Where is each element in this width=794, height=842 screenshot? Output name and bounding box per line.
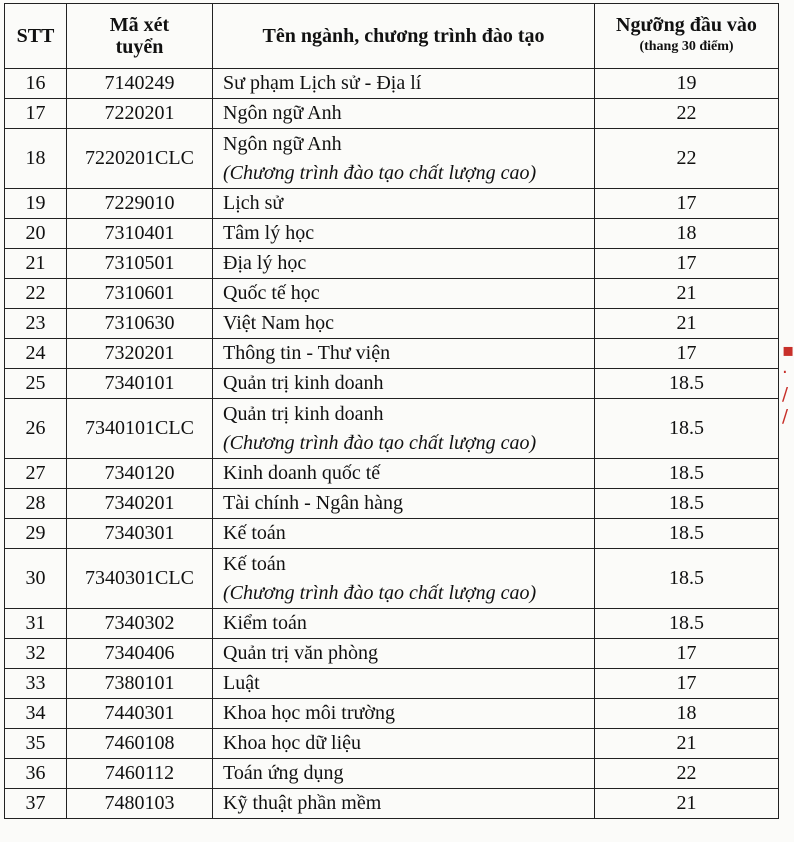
header-threshold-label: Ngưỡng đầu vào [616, 14, 757, 36]
table-row [5, 219, 779, 249]
program-name-text: Quản trị kinh doanh [223, 402, 384, 425]
cell-code: 7380101 [67, 669, 213, 699]
cell-stt: 28 [5, 489, 67, 519]
table-row [5, 279, 779, 309]
cell-program-name [213, 399, 595, 459]
program-name-text: Kế toán [223, 522, 286, 544]
cell-code: 7340301CLC [67, 549, 213, 609]
program-name-text: Kỹ thuật phần mềm [223, 792, 382, 814]
program-name-text: Quản trị kinh doanh [223, 372, 384, 394]
program-name-text: Khoa học dữ liệu [223, 732, 362, 754]
program-name-text: Lịch sử [223, 192, 284, 214]
cell-threshold: 18.5 [595, 609, 779, 639]
cell-code: 7340101CLC [67, 399, 213, 459]
cell-code: 7480103 [67, 789, 213, 819]
cell-stt: 33 [5, 669, 67, 699]
cell-code: 7340302 [67, 609, 213, 639]
cell-threshold: 18 [595, 219, 779, 249]
cell-threshold: 22 [595, 99, 779, 129]
table-row [5, 399, 779, 459]
table-row [5, 699, 779, 729]
cell-stt: 25 [5, 369, 67, 399]
program-name-text: Luật [223, 672, 260, 694]
table-row [5, 729, 779, 759]
table-row [5, 669, 779, 699]
admission-threshold-table-container [4, 3, 779, 819]
cell-code: 7340201 [67, 489, 213, 519]
cell-code: 7310601 [67, 279, 213, 309]
cell-threshold: 18.5 [595, 399, 779, 459]
program-name-text: Tâm lý học [223, 222, 315, 244]
program-name-text: Sư phạm Lịch sử - Địa lí [223, 72, 422, 94]
cell-stt: 20 [5, 219, 67, 249]
cell-threshold: 17 [595, 339, 779, 369]
header-threshold-scale: (thang 30 điểm) [639, 39, 734, 54]
cell-stt: 37 [5, 789, 67, 819]
cell-code: 7310630 [67, 309, 213, 339]
program-name-text: Kinh doanh quốc tế [223, 462, 381, 484]
cell-stt: 32 [5, 639, 67, 669]
program-note-text: (Chương trình đào tạo chất lượng cao) [223, 581, 537, 604]
cell-code: 7220201 [67, 99, 213, 129]
cell-threshold: 18.5 [595, 489, 779, 519]
cell-threshold: 18.5 [595, 549, 779, 609]
header-stt: STT [5, 4, 67, 69]
cell-threshold: 22 [595, 759, 779, 789]
program-name-text: Kế toán [223, 552, 286, 575]
cell-program-name [213, 669, 595, 699]
cell-threshold: 17 [595, 189, 779, 219]
table-header-row [5, 4, 779, 69]
table-row [5, 189, 779, 219]
cell-stt: 29 [5, 519, 67, 549]
table-row [5, 489, 779, 519]
header-code [67, 4, 213, 69]
cell-code: 7440301 [67, 699, 213, 729]
cell-stt: 30 [5, 549, 67, 609]
cell-threshold: 21 [595, 729, 779, 759]
program-name-text: Khoa học môi trường [223, 702, 395, 724]
table-row [5, 339, 779, 369]
cell-stt: 21 [5, 249, 67, 279]
cell-code: 7460112 [67, 759, 213, 789]
cell-threshold: 17 [595, 639, 779, 669]
cell-stt: 36 [5, 759, 67, 789]
cell-code: 7229010 [67, 189, 213, 219]
cell-stt: 18 [5, 129, 67, 189]
cell-code: 7320201 [67, 339, 213, 369]
cell-program-name [213, 609, 595, 639]
cell-program-name [213, 189, 595, 219]
cell-code: 7310501 [67, 249, 213, 279]
cell-threshold: 21 [595, 789, 779, 819]
cell-stt: 23 [5, 309, 67, 339]
cell-code: 7340301 [67, 519, 213, 549]
cell-stt: 17 [5, 99, 67, 129]
cell-program-name [213, 459, 595, 489]
cell-stt: 27 [5, 459, 67, 489]
cell-code: 7340406 [67, 639, 213, 669]
cell-stt: 31 [5, 609, 67, 639]
table-row [5, 459, 779, 489]
header-code-line2: tuyển [115, 36, 164, 58]
table-body [5, 69, 779, 819]
program-name-text: Ngôn ngữ Anh [223, 102, 342, 124]
cell-threshold: 17 [595, 249, 779, 279]
header-threshold [595, 4, 779, 69]
program-name-text: Thông tin - Thư viện [223, 342, 391, 364]
cell-program-name [213, 279, 595, 309]
cell-program-name [213, 99, 595, 129]
program-name-text: Quốc tế học [223, 282, 320, 304]
cell-stt: 16 [5, 69, 67, 99]
cell-stt: 35 [5, 729, 67, 759]
cell-threshold: 19 [595, 69, 779, 99]
cell-stt: 34 [5, 699, 67, 729]
table-row [5, 519, 779, 549]
cell-threshold: 17 [595, 669, 779, 699]
cell-code: 7310401 [67, 219, 213, 249]
table-row [5, 129, 779, 189]
cell-program-name [213, 549, 595, 609]
program-name-text: Tài chính - Ngân hàng [223, 492, 403, 514]
cell-code: 7340101 [67, 369, 213, 399]
cell-program-name [213, 129, 595, 189]
cell-stt: 22 [5, 279, 67, 309]
cell-program-name [213, 639, 595, 669]
admission-threshold-table [4, 3, 779, 819]
cell-stt: 19 [5, 189, 67, 219]
cell-program-name [213, 69, 595, 99]
table-row [5, 309, 779, 339]
cell-program-name [213, 309, 595, 339]
program-name-text: Toán ứng dụng [223, 762, 344, 784]
cell-program-name [213, 729, 595, 759]
cell-program-name [213, 249, 595, 279]
cell-threshold: 22 [595, 129, 779, 189]
cell-code: 7460108 [67, 729, 213, 759]
program-note-text: (Chương trình đào tạo chất lượng cao) [223, 431, 537, 454]
cell-code: 7140249 [67, 69, 213, 99]
cell-code: 7220201CLC [67, 129, 213, 189]
cell-code: 7340120 [67, 459, 213, 489]
table-row [5, 69, 779, 99]
program-name-text: Ngôn ngữ Anh [223, 132, 342, 155]
cell-stt: 26 [5, 399, 67, 459]
cell-stt: 24 [5, 339, 67, 369]
table-row [5, 639, 779, 669]
table-row [5, 249, 779, 279]
header-program-name: Tên ngành, chương trình đào tạo [213, 4, 595, 69]
cell-threshold: 18.5 [595, 459, 779, 489]
program-name-text: Quản trị văn phòng [223, 642, 378, 664]
table-row [5, 789, 779, 819]
cell-program-name [213, 369, 595, 399]
cell-program-name [213, 789, 595, 819]
cell-threshold: 18 [595, 699, 779, 729]
cell-program-name [213, 219, 595, 249]
cell-program-name [213, 759, 595, 789]
cell-threshold: 21 [595, 309, 779, 339]
table-row [5, 549, 779, 609]
program-name-text: Địa lý học [223, 252, 307, 274]
table-row [5, 609, 779, 639]
table-row [5, 99, 779, 129]
program-name-text: Kiểm toán [223, 612, 307, 634]
cell-program-name [213, 519, 595, 549]
cell-threshold: 21 [595, 279, 779, 309]
program-name-text: Việt Nam học [223, 312, 334, 334]
cell-program-name [213, 489, 595, 519]
red-stamp-mark: ▪ · / / [782, 340, 794, 427]
cell-threshold: 18.5 [595, 369, 779, 399]
program-note-text: (Chương trình đào tạo chất lượng cao) [223, 161, 537, 184]
cell-threshold: 18.5 [595, 519, 779, 549]
table-row [5, 369, 779, 399]
header-code-line1: Mã xét [109, 14, 170, 36]
cell-program-name [213, 339, 595, 369]
table-row [5, 759, 779, 789]
cell-program-name [213, 699, 595, 729]
